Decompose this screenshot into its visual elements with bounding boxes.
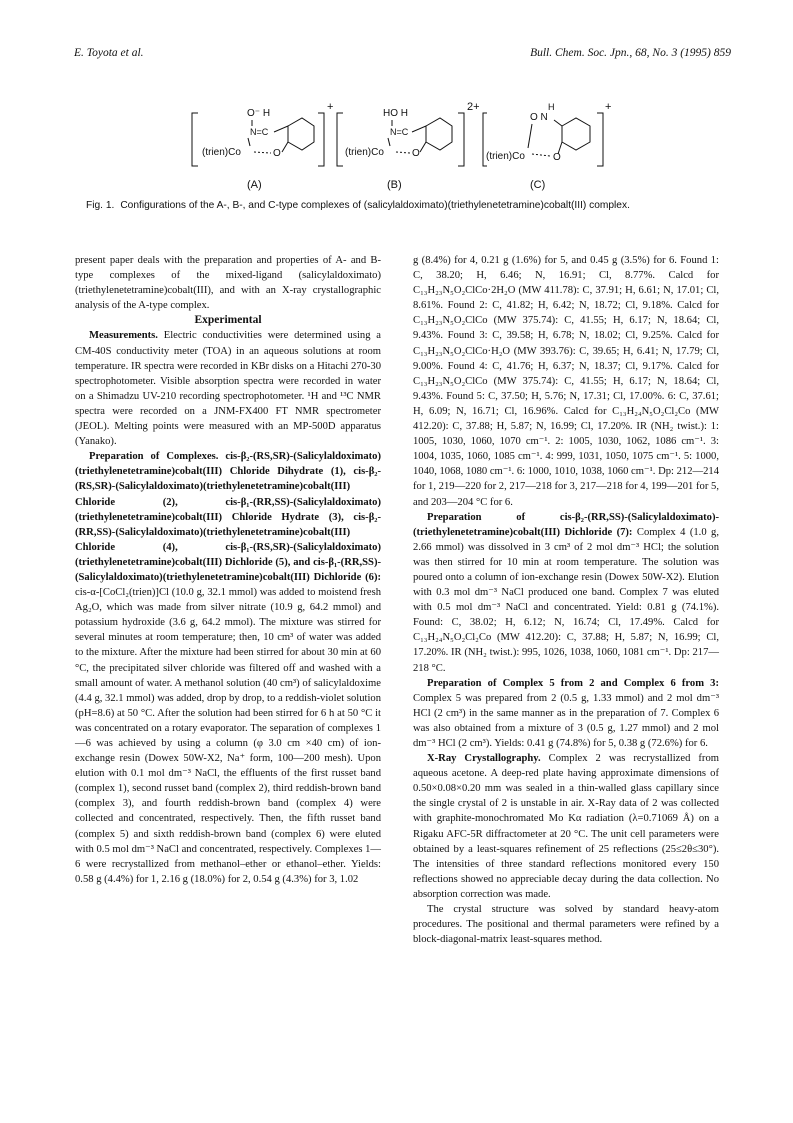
structure-a bbox=[192, 101, 333, 191]
section-title-experimental: Experimental bbox=[194, 314, 262, 327]
structure-c-label: (C) bbox=[530, 179, 546, 191]
structure-b-label: (B) bbox=[387, 179, 402, 191]
structure-c-o-atom: O bbox=[553, 152, 561, 163]
right-column bbox=[413, 253, 719, 947]
intro-paragraph: present paper deals with the preparation and properties of A- and B-type complexes of the mixed-ligand (salicylaldoximato)(triethylenetetramine)cobalt(III), and with an X-ray crystallographic analysis of the A-type complex. bbox=[75, 255, 381, 312]
measurements-paragraph bbox=[75, 328, 381, 449]
structure-b-o-atom: O bbox=[412, 148, 420, 159]
measurements-text: Electric conductivities were determined using a CM-40S conductivity meter (TOA) in an aqueous solutions at room temperature. IR spectra were recorded in KBr disks on a Hitachi 270-30 spectrophotometer. Visible absorption spectra were recorded in water on a Shimadzu UV-210 recording spectrophotometer. ¹H and ¹³C NMR spectra were recorded on a JNM-FX400 FT NMR spectrometer (JEOL). Melting points were measured with an MP-500D apparatus (Yanako). bbox=[75, 330, 381, 448]
xray-paragraph bbox=[413, 751, 719, 902]
structure-a-o-atom: O bbox=[273, 148, 281, 159]
structure-c bbox=[483, 101, 611, 191]
xray-text: Complex 2 was recrystallized from aqueous acetone. A deep-red plate having approximate dimensions of 0.50×0.08×0.20 mm was sealed in a thin-walled glass capillary since the single crystal of 2 is unstable in air. X-Ray data of 2 was collected with graphite-monochromated Mo Kα radiation (λ=0.71069 Å) on a Rigaku AFC-5R diffractometer at 20 °C. The unit cell parameters were obtained by a least-squares refinement of 25 reflections (25≤2θ≤30°). The intensities of three standard reflections monitored every 150 reflections showed no appreciable decay during the data collection. No absorption correction was made. bbox=[413, 753, 719, 900]
structure-a-label: (A) bbox=[247, 179, 262, 191]
structure-c-top-atoms: O N bbox=[530, 112, 548, 123]
prep7-heading: Preparation of cis-β₂-(RR,SS)-(Salicylaldoximato)-(triethylenetetramine)cobalt(III) Dichloride (7): bbox=[413, 511, 719, 538]
structure-b-charge: 2+ bbox=[467, 101, 480, 113]
figure-1-structures bbox=[190, 98, 620, 194]
structure-b bbox=[337, 101, 480, 191]
running-header-authors: E. Toyota et al. bbox=[74, 47, 144, 59]
structure-b-top-atoms: HO H bbox=[383, 108, 408, 119]
running-header-journal: Bull. Chem. Soc. Jpn., 68, No. 3 (1995) 859 bbox=[530, 47, 731, 59]
structure-a-n-atom: N=C bbox=[250, 127, 269, 137]
left-column bbox=[75, 253, 381, 887]
preparation-heading: Preparation of Complexes. cis-β₂-(RS,SR)-(Salicylaldoximato)(triethylenetetramine)cobalt(III) Chloride Dihydrate (1), cis-β₂-(RS,SR)-(Salicylaldoximato)(triethylenetetramine)cobalt(III) Chloride (2), cis-β₁-(RR,SS)-(Salicylaldoximato)(triethylenetetramine)cobalt(III) Chloride Hydrate (3), cis-β₂-(RR,SS)-(Salicylaldoximato)(triethylenetetramine)cobalt(III) Chloride (4), cis-β₁-(RS,SR)-(Salicylaldoximato)(triethylenetetramine)cobalt(III) Dichloride (5), and cis-β₁-(RR,SS)-(Salicylaldoximato)(triethylenetetramine)cobalt(III) Dichloride (6): bbox=[75, 451, 381, 583]
structure-a-top-atoms: O⁻ H bbox=[247, 108, 271, 119]
structure-b-ligand: (trien)Co bbox=[345, 147, 384, 158]
figure-caption bbox=[86, 200, 726, 213]
figure-caption-text: Configurations of the A-, B-, and C-type complexes of (salicylaldoximato)(triethylenetetramine)cobalt(III) complex. bbox=[120, 200, 630, 211]
structure-c-ligand: (trien)Co bbox=[486, 151, 525, 162]
preparation-paragraph bbox=[75, 449, 381, 887]
structure-b-n-atom: N=C bbox=[390, 127, 409, 137]
xray-heading: X-Ray Crystallography. bbox=[427, 753, 541, 765]
prep5-heading: Preparation of Complex 5 from 2 and Complex 6 from 3: bbox=[427, 677, 719, 689]
structure-c-charge: + bbox=[605, 101, 612, 113]
prep7-text: Complex 4 (1.0 g, 2.66 mmol) was dissolved in 3 cm³ of 2 mol dm⁻³ HCl; the solution was then stirred for 10 min at room temperature. The solution was poured onto a column of ion-exchange resin (Dowex 50W-X2). Elution with 0.3 mol dm⁻³ NaCl produced one band. Complex 7 was eluted with 0.5 mol dm⁻³ NaCl and concentrated. Yield: 0.81 g (74.1%). Found: C, 38.02; H, 6.12; N, 16.74; Cl, 17.49%. Calcd for C₁₃H₂₄N₅O₂Cl₂Co (MW 412.20): C, 37.88; H, 5.87; N, 16.99; Cl, 17.20%. IR (NH₂ twist.): 995, 1026, 1038, 1060, 1081 cm⁻¹. Dp: 217—218 °C. bbox=[413, 526, 719, 674]
structure-a-ligand: (trien)Co bbox=[202, 147, 241, 158]
prep5-text: Complex 5 was prepared from 2 (0.5 g, 1.33 mmol) and 2 mol dm⁻³ HCl (2 cm³) in the same manner as in the preparation of 7. Complex 6 was also obtained from a mixture of 3 (0.5 g, 1.27 mmol) and 2 mol dm⁻³ HCl (2 cm³). Yields: 0.41 g (74.8%) for 5, 0.38 g (72.6%) for 6. bbox=[413, 692, 719, 749]
prep7-paragraph bbox=[413, 510, 719, 676]
prep5-paragraph bbox=[413, 676, 719, 751]
structure-a-charge: + bbox=[327, 101, 334, 113]
structure-solution-paragraph: The crystal structure was solved by standard heavy-atom procedures. The positional and thermal parameters were refined by a block-diagonal-matrix least-squares method. bbox=[413, 904, 719, 946]
structure-c-n-atom: H bbox=[548, 102, 555, 112]
analysis-paragraph: g (8.4%) for 4, 0.21 g (1.6%) for 5, and 0.45 g (3.5%) for 6. Found 1: C, 38.20; H, 6.46; N, 16.91; Cl, 8.77%. Calcd for C₁₃H₂₃N₅O₂ClCo·2H₂O (MW 411.78): C, 37.91; H, 6.61; N, 17.01; Cl, 8.61%. Found 2: C, 41.82; H, 6.42; N, 18.72; Cl, 9.18%. Calcd for C₁₃H₂₃N₅O₂ClCo (MW 375.74): C, 41.55; H, 6.17; N, 18.64; Cl, 9.43%. Found 3: C, 39.58; H, 6.78; N, 18.02; Cl, 9.25%. Calcd for C₁₃H₂₃N₅O₂ClCo·H₂O (MW 393.76): C, 39.65; H, 6.41; N, 17.79; Cl, 9.00%. Found 4: C, 41.76; H, 6.37; N, 18.37; Cl, 9.17%. Calcd for C₁₃H₂₃N₅O₂ClCo (MW 375.74): C, 41.55; H, 6.17; N, 18.64; Cl, 9.43%. Found 5: C, 37.50; H, 5.76; N, 17.31; Cl, 17.00%. 6: C, 37.61; H, 6.09; N, 16.71; Cl, 16.96%. Calcd for C₁₃H₂₄N₅O₂Cl₂Co (MW 412.20): C, 37.88; H, 5.87; N, 16.99; Cl, 17.20%. IR (NH₂ twist.): 1: 1005, 1030, 1060, 1070 cm⁻¹. 2: 1005, 1030, 1062, 1086 cm⁻¹. 3: 1004, 1035, 1060, 1085 cm⁻¹. 4: 999, 1031, 1050, 1075 cm⁻¹. 5: 1000, 1040, 1068, 1080 cm⁻¹. 6: 1000, 1010, 1038, 1060 cm⁻¹. Dp: 212—214 for 1, 219—220 for 2, 217—218 for 3, 217—218 for 4, 199—201 for 5, and 203—204 °C for 6. bbox=[413, 255, 719, 508]
figure-caption-label: Fig. 1. bbox=[86, 200, 115, 211]
preparation-text: cis-α-[CoCl₂(trien)]Cl (10.0 g, 32.1 mmol) was added to moistend fresh Ag₂O, which was made from silver nitrate (10.9 g, 64.2 mmol) and potassium hydroxide (3.6 g, 64.2 mmol). The mixture was stirred for several minutes at room temperature; then, 10 cm³ of water was added to the mixture. After the mixture had been stirred for about 30 min at 60 °C, the precipitated silver chloride was filtered off and washed with a small amount of water. A methanol solution (40 cm³) of salicylaldoxime (4.4 g, 32.1 mmol) was added, drop by drop, to a reddish-violet solution (pH=8.6) at 50 °C. After the solution had been stirred for 6 h at 50 °C it was concentrated on a rotary evaporator. The separation of complexes 1—6 was achieved by using a column (φ 3.0 cm ×40 cm) of ion-exchange resin (Dowex 50W-X2, Na⁺ form, 100—200 mesh). Upon elution with 0.1 mol dm⁻³ NaCl, the effluents of the first russet band (complex 1), second russet band (complex 2), third reddish-brown band (complex 3), and fourth reddish-brown band (complex 4) were collected and concentrated, respectively. Then, the fifth russet band (complex 5) and sixth reddish-brown band (complex 6) were eluted with 0.5 mol dm⁻³ NaCl and concentrated, respectively. Complexes 1—6 were recrystallized from methanol–ether or ethanol–ether. Yields: 0.58 g (4.4%) for 1, 2.16 g (18.0%) for 2, 0.54 g (4.3%) for 3, 1.02 bbox=[75, 587, 381, 885]
measurements-heading: Measurements. bbox=[89, 330, 158, 342]
